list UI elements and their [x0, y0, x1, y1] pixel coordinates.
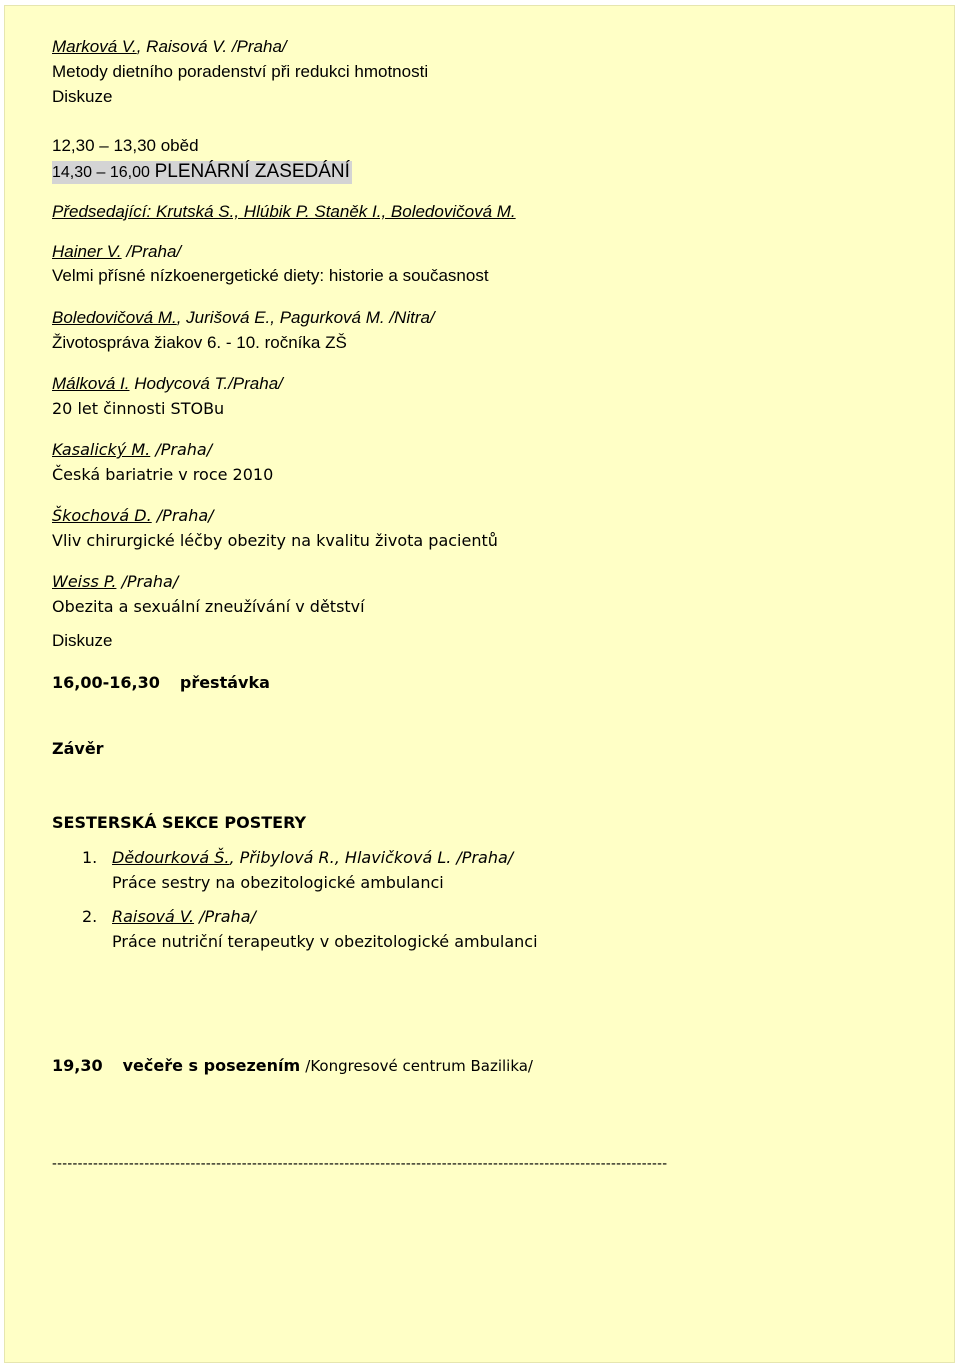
session1-author-underlined: Marková V. [52, 37, 137, 56]
talk-5-author: Škochová D. [52, 506, 152, 525]
poster-2-affil: /Praha/ [194, 907, 256, 926]
poster-1-affil: , Přibylová R., Hlavičková L. /Praha/ [229, 848, 514, 867]
talk-3-author: Málková I. [52, 374, 130, 393]
poster-1-authors [112, 847, 513, 869]
plenary-line [52, 161, 352, 184]
talk-5-authors [52, 505, 214, 527]
dinner-line [52, 1055, 533, 1077]
talk-6-title: Obezita a sexuální zneužívání v dětství [52, 597, 365, 616]
talk-5-title: Vliv chirurgické léčby obezity na kvalitu života pacientů [52, 531, 498, 550]
talk-5-affil: /Praha/ [151, 506, 214, 525]
poster-2-author: Raisová V. [112, 907, 195, 926]
talk-3-affil: Hodycová T./Praha/ [129, 374, 283, 393]
poster-1-title: Práce sestry na obezitologické ambulanci [112, 873, 444, 892]
talk-4-authors [52, 439, 212, 461]
break-label: přestávka [179, 673, 270, 692]
talk-3-title: 20 let činnosti STOBu [52, 399, 225, 418]
talk-3-authors [52, 373, 283, 395]
dinner-label: večeře s posezením [122, 1056, 301, 1075]
talk-6-affil: /Praha/ [116, 572, 179, 591]
talk-1-author: Hainer V. [52, 242, 122, 261]
lunch-label: oběd [160, 136, 199, 155]
lunch-line [52, 135, 199, 157]
plenary-heading: PLENÁRNÍ ZASEDÁNÍ [154, 161, 350, 182]
talk-4-title: Česká bariatrie v roce 2010 [52, 465, 274, 484]
session1-author-rest: , Raisová V. /Praha/ [136, 37, 287, 56]
talk-6-author: Weiss P. [52, 572, 117, 591]
talk-6-authors [52, 571, 178, 593]
dinner-place: /Kongresové centrum Bazilika/ [305, 1057, 533, 1075]
talk-4-author: Kasalický M. [52, 440, 151, 459]
talk-1-title: Velmi přísné nízkoenergetické diety: historie a současnost [52, 266, 489, 285]
talk-1-affil: /Praha/ [121, 242, 182, 261]
talk-2-title: Životospráva žiakov 6. - 10. ročníka ZŠ [52, 333, 347, 352]
plenary-chairs: Předsedající: Krutská S., Hlúbik P. Staněk I., Boledovičová M. [52, 202, 516, 221]
plenary-time: 14,30 – 16,00 [52, 164, 150, 181]
poster-1-author: Dědourková Š. [112, 848, 230, 867]
session1-title: Metody dietního poradenství při redukci hmotnosti [52, 62, 429, 81]
posters-heading: SESTERSKÁ SEKCE POSTERY [52, 813, 307, 832]
lunch-time: 12,30 – 13,30 [52, 136, 156, 155]
break-time: 16,00-16,30 [52, 673, 160, 692]
talk-1-authors [52, 241, 181, 263]
talk-2-authors [52, 307, 435, 329]
talk-2-author: Boledovičová M. [52, 308, 177, 327]
session1-discussion: Diskuze [52, 87, 113, 106]
break-line [52, 672, 270, 694]
conclusion: Závěr [52, 739, 104, 758]
poster-2-title: Práce nutriční terapeutky v obezitologické ambulanci [112, 932, 538, 951]
dinner-time: 19,30 [52, 1056, 103, 1075]
session1-authors [52, 36, 287, 58]
poster-2-number: 2. [82, 907, 98, 926]
discussion-2: Diskuze [52, 631, 113, 650]
poster-1-number: 1. [82, 848, 98, 867]
talk-2-affil: , Jurišová E., Pagurková M. /Nitra/ [176, 308, 435, 327]
talk-4-affil: /Praha/ [150, 440, 213, 459]
dashed-divider: ------------------------------------------------------------------------------------------------------------------------ [52, 1156, 668, 1172]
poster-2-authors [112, 906, 256, 928]
